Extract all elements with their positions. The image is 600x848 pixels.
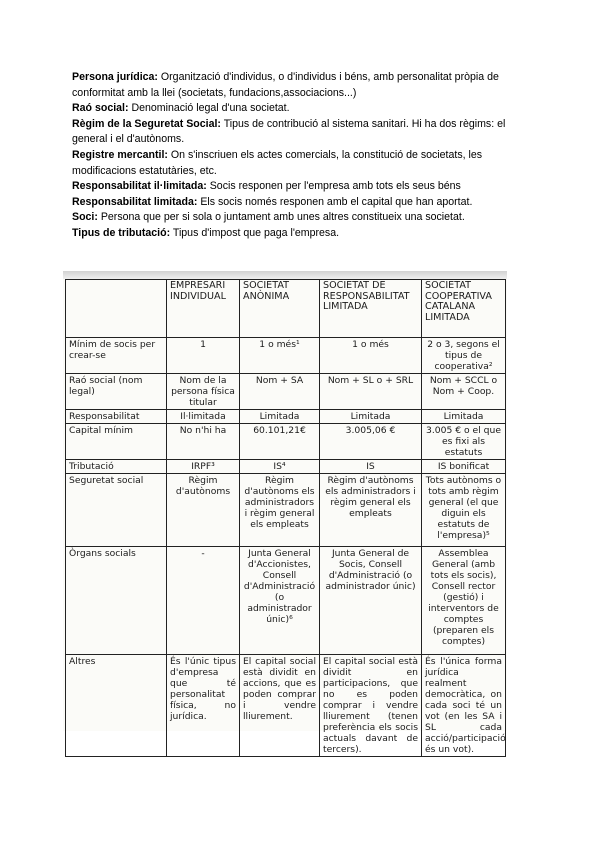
table-cell: Tots autònoms o tots amb règim general (el que diguin els estatuts de l'empresa)⁵ [422, 474, 506, 547]
table-cell: 1 o més¹ [240, 338, 320, 374]
definition-term: Registre mercantil: [72, 148, 168, 161]
definition-term: Responsabilitat limitada: [72, 195, 198, 208]
row-label-cell: Tributació [66, 460, 167, 474]
definition-text: Tipus de contribució al sistema sanitari. Hi ha dos règims: el general i el d'autònoms. [72, 117, 506, 146]
table-cell: Limitada [320, 410, 422, 424]
definition-responsabilitat-limitada [72, 195, 537, 211]
table-row [66, 460, 506, 474]
table-cell: 3.005,06 € [320, 424, 422, 460]
table-row [66, 655, 506, 757]
table-row [66, 424, 506, 460]
header-cell: SOCIETAT ANÒNIMA [240, 280, 320, 338]
definition-term: Tipus de tributació: [72, 226, 171, 239]
table-row [66, 474, 506, 547]
header-cell: EMPRESARI INDIVIDUAL [167, 280, 240, 338]
table-header-row [66, 280, 506, 338]
row-label-cell: Seguretat social [66, 474, 167, 547]
table-cell: Junta General de Socis, Consell d'Administració (o administrador únic) [320, 547, 422, 655]
company-types-table [65, 279, 506, 757]
definition-term: Soci: [72, 211, 98, 224]
table-cell: Nom + SA [240, 374, 320, 410]
table-cell: 60.101,21€ [240, 424, 320, 460]
row-label-cell: Altres [66, 655, 167, 757]
row-label-cell: Capital mínim [66, 424, 167, 460]
table-cell: Limitada [422, 410, 506, 424]
table-cell: Nom de la persona física titular [167, 374, 240, 410]
definition-term: Persona jurídica: [72, 71, 158, 83]
definition-text: Organització d'individus, o d'individus i béns, amb personalitat pròpia de conformitat amb la llei (societats, fundacions,associacions...) [72, 71, 499, 99]
table-cell: El capital social està dividit en accions, que es poden comprar i vendre lliurement. [240, 655, 320, 757]
definition-term: Responsabilitat il·limitada: [72, 180, 207, 193]
definition-text: Els socis només responen amb el capital que han aportat. [197, 195, 473, 208]
definitions-list [72, 70, 537, 242]
table-cell: Règim d'autònoms els administradors i règim general els empleats [240, 474, 320, 547]
table-cell: - [167, 547, 240, 655]
table-cell: IS⁴ [240, 460, 320, 474]
table-cell: És l'única forma jurídica realment democràtica, on cada soci té un vot (en les SA i SL cada acció/participació és un vot). [422, 655, 506, 757]
definition-regim-seguretat-social [72, 117, 537, 148]
definition-text: Tipus d'impost que paga l'empresa. [170, 226, 340, 239]
table-cell: Assemblea General (amb tots els socis), Consell rector (gestió) i interventors de comptes (preparen els comptes) [422, 547, 506, 655]
definition-term: Règim de la Seguretat Social: [72, 117, 221, 130]
table-row [66, 374, 506, 410]
row-label-cell: Mínim de socis per crear-se [66, 338, 167, 374]
table-cell: 1 [167, 338, 240, 374]
table-cell: Junta General d'Accionistes, Consell d'Administració (o administrador únic)⁶ [240, 547, 320, 655]
definition-rao-social [72, 101, 537, 117]
definition-text: On s'inscriuen els actes comercials, la constitució de societats, les modificacions estatutàries, etc. [72, 148, 483, 177]
header-cell: SOCIETAT DE RESPONSABILITAT LIMITADA [320, 280, 422, 338]
table-cell: IRPF³ [167, 460, 240, 474]
definition-tipus-tributacio [72, 226, 537, 242]
definition-text: Persona que per si sola o juntament amb unes altres constitueix una societat. [97, 211, 465, 224]
table-cell: Il·limitada [167, 410, 240, 424]
table-row [66, 338, 506, 374]
table-cell: Règim d'autònoms [167, 474, 240, 547]
table-cell: Nom + SL o + SRL [320, 374, 422, 410]
table-cell: 3.005 € o el que es fixi als estatuts [422, 424, 506, 460]
definition-text: Socis responen per l'empresa amb tots els seus béns [206, 180, 461, 193]
row-label-cell: Responsabilitat [66, 410, 167, 424]
table-cell: Règim d'autònoms els administradors i règim general els empleats [320, 474, 422, 547]
table-row [66, 547, 506, 655]
definition-responsabilitat-il-limitada [72, 179, 537, 195]
header-cell [66, 280, 167, 338]
table-cell: 1 o més [320, 338, 422, 374]
header-cell: SOCIETAT COOPERATIVA CATALANA LIMITADA [422, 280, 506, 338]
table-cell: Nom + SCCL o Nom + Coop. [422, 374, 506, 410]
row-label-cell: Raó social (nom legal) [66, 374, 167, 410]
definition-text: Denominació legal d'una societat. [128, 102, 290, 115]
table-cell: 2 o 3, segons el tipus de cooperativa² [422, 338, 506, 374]
table-cell: IS bonificat [422, 460, 506, 474]
table-cell: El capital social està dividit en participacions, que no es poden comprar i vendre lliurement (tenen preferència els socis actuals davant de tercers). [320, 655, 422, 757]
definition-persona-juridica [72, 70, 537, 101]
definition-term: Raó social: [72, 102, 129, 115]
table-cell: És l'únic tipus d'empresa que té personalitat física, no jurídica. [167, 655, 240, 757]
table-row [66, 410, 506, 424]
definition-registre-mercantil [72, 148, 537, 179]
definition-soci [72, 210, 537, 226]
table-cell: Limitada [240, 410, 320, 424]
row-label-cell: Òrgans socials [66, 547, 167, 655]
table-cell: IS [320, 460, 422, 474]
table-cell: No n'hi ha [167, 424, 240, 460]
comparison-table-image [63, 271, 507, 755]
